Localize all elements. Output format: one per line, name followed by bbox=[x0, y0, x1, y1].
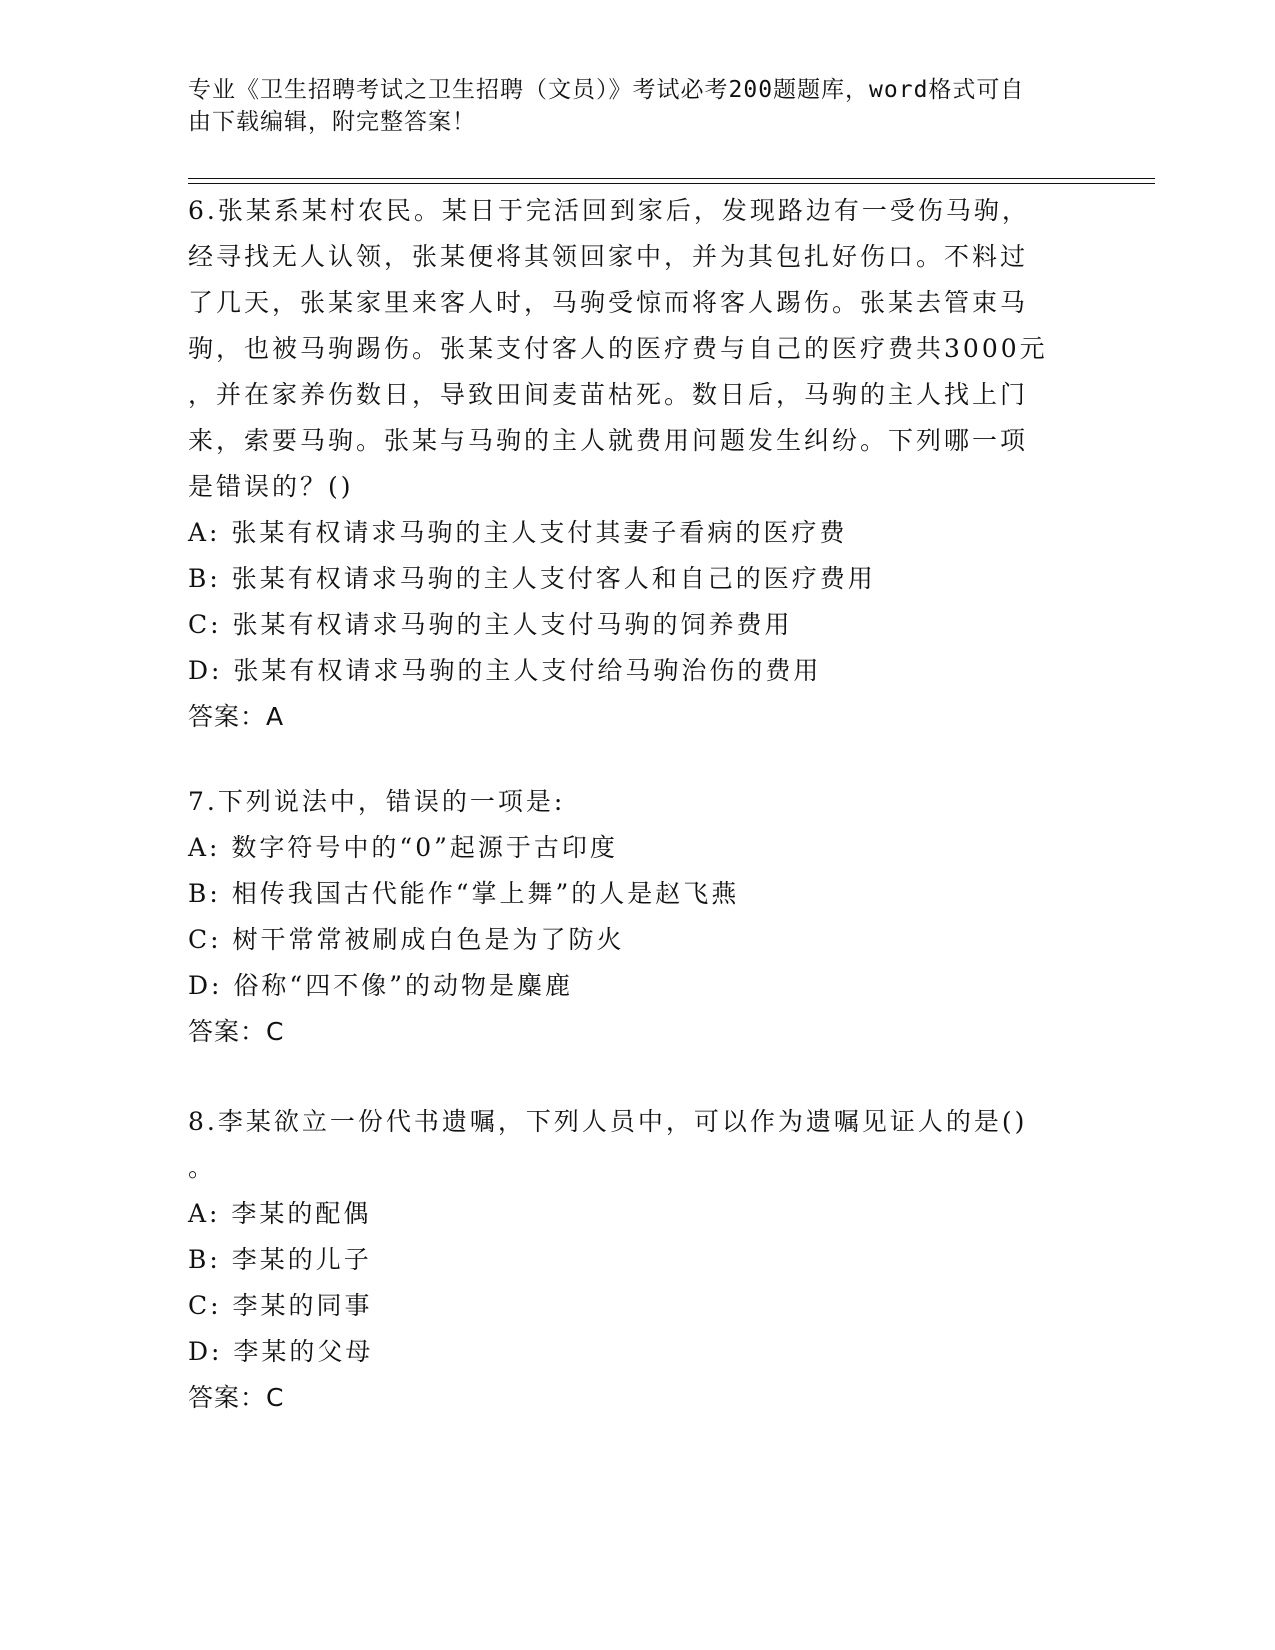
option-c: C: 李某的同事 bbox=[188, 1291, 373, 1320]
option-d: D: 李某的父母 bbox=[188, 1337, 374, 1366]
answer-line: 答案：A bbox=[188, 702, 285, 731]
option-c: C: 张某有权请求马驹的主人支付马驹的饲养费用 bbox=[188, 610, 793, 639]
question-stem-line: 6.张某系某村农民。某日于完活回到家后，发现路边有一受伤马驹， bbox=[188, 196, 1030, 225]
question-8 bbox=[188, 1099, 1068, 1421]
document-header bbox=[188, 74, 1068, 138]
option-d: D: 张某有权请求马驹的主人支付给马驹治伤的费用 bbox=[188, 656, 822, 685]
header-divider-bottom bbox=[188, 183, 1155, 184]
option-b: B: 相传我国古代能作“掌上舞”的人是赵飞燕 bbox=[188, 879, 740, 908]
header-line-2: 由下载编辑，附完整答案！ bbox=[188, 109, 476, 135]
question-stem-line: 7.下列说法中，错误的一项是: bbox=[188, 787, 566, 816]
answer-line: 答案：C bbox=[188, 1383, 285, 1412]
question-stem-line: 经寻找无人认领，张某便将其领回家中，并为其包扎好伤口。不料过 bbox=[188, 242, 1029, 271]
question-stem-line: 驹，也被马驹踢伤。张某支付客人的医疗费与自己的医疗费共3000元 bbox=[188, 334, 1048, 363]
question-stem-line: ，并在家养伤数日，导致田间麦苗枯死。数日后，马驹的主人找上门 bbox=[188, 380, 1029, 409]
question-stem-line: 是错误的？() bbox=[188, 472, 354, 501]
question-stem-line: 来，索要马驹。张某与马驹的主人就费用问题发生纠纷。下列哪一项 bbox=[188, 426, 1029, 455]
header-line-1: 专业《卫生招聘考试之卫生招聘（文员）》考试必考200题题库，word格式可自 bbox=[188, 77, 1025, 103]
option-b: B: 张某有权请求马驹的主人支付客人和自己的医疗费用 bbox=[188, 564, 876, 593]
question-stem-line: 了几天，张某家里来客人时，马驹受惊而将客人踢伤。张某去管束马 bbox=[188, 288, 1029, 317]
option-a: A: 李某的配偶 bbox=[188, 1199, 372, 1228]
question-6 bbox=[188, 188, 1068, 740]
question-7 bbox=[188, 779, 1068, 1055]
option-d: D: 俗称“四不像”的动物是麋鹿 bbox=[188, 971, 573, 1000]
option-a: A: 张某有权请求马驹的主人支付其妻子看病的医疗费 bbox=[188, 518, 848, 547]
option-b: B: 李某的儿子 bbox=[188, 1245, 372, 1274]
question-stem-line: 8.李某欲立一份代书遗嘱，下列人员中，可以作为遗嘱见证人的是() bbox=[188, 1107, 1028, 1136]
option-c: C: 树干常常被刷成白色是为了防火 bbox=[188, 925, 625, 954]
option-a: A: 数字符号中的“0”起源于古印度 bbox=[188, 833, 618, 862]
header-divider-top bbox=[188, 178, 1155, 179]
answer-line: 答案：C bbox=[188, 1017, 285, 1046]
question-stem-line: 。 bbox=[188, 1153, 217, 1182]
